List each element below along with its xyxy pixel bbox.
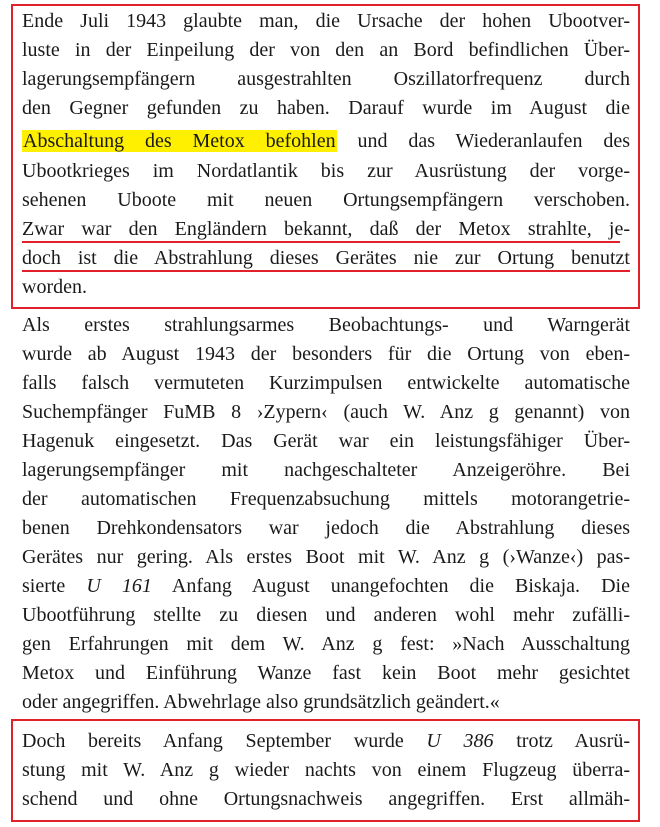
text-line: luste in der Einpeilung der von den an Bord befindlichen Über- — [22, 39, 630, 61]
text-span: und das Wiederanlaufen des — [336, 130, 630, 152]
text-line: lagerungsempfängern ausgestrahlten Oszillatorfrequenz durch — [22, 68, 630, 90]
text-span: Anfang August unangefochten die Biskaja. Die — [151, 575, 630, 597]
text-span: sierte — [22, 575, 87, 597]
text-line — [22, 127, 630, 155]
text-line: doch ist die Abstrahlung dieses Gerätes nie zur Ortung benutzt — [22, 247, 630, 269]
text-line: stung mit W. Anz g wieder nachts von einem Flugzeug überra- — [22, 759, 630, 781]
text-line: sehenen Uboote mit neuen Ortungsempfängern verschoben. — [22, 189, 630, 211]
text-line: falls falsch vermuteten Kurzimpulsen entwickelte automatische — [22, 372, 630, 394]
text-line: Ubootführung stellte zu diesen und anderen wohl mehr zufälli- — [22, 604, 630, 626]
text-span: Doch bereits Anfang September wurde — [22, 730, 427, 752]
text-line: gen Erfahrungen mit dem W. Anz g fest: »Nach Ausschaltung — [22, 633, 630, 655]
text-line: Hagenuk eingesetzt. Das Gerät war ein leistungsfähiger Über- — [22, 430, 630, 452]
text-line: benen Drehkondensators war jedoch die Abstrahlung dieses — [22, 517, 630, 539]
text-line — [22, 727, 630, 755]
text-line: Zwar war den Engländern bekannt, daß der Metox strahlte, je- — [22, 218, 630, 240]
text-span: trotz Ausrü- — [493, 730, 630, 752]
text-line: worden. — [22, 276, 87, 298]
text-line: Gerätes nur gering. Als erstes Boot mit W. Anz g (›Wanze‹) pas- — [22, 546, 630, 568]
text-line: Ubootkrieges im Nordatlantik bis zur Ausrüstung der vorge- — [22, 160, 630, 182]
text-line: wurde ab August 1943 der besonders für die Ortung von eben- — [22, 343, 630, 365]
text-line: den Gegner gefunden zu haben. Darauf wurde im August die — [22, 97, 630, 119]
text-line: der automatischen Frequenzabsuchung mittels motorangetrie- — [22, 488, 630, 510]
text-line: Ende Juli 1943 glaubte man, die Ursache der hohen Ubootver- — [22, 10, 630, 32]
text-line — [22, 572, 630, 600]
text-line: lagerungsempfänger mit nachgeschalteter Anzeigeröhre. Bei — [22, 459, 630, 481]
text-line: oder angegriffen. Abwehrlage also grundsätzlich geändert.« — [22, 691, 500, 713]
text-line: schend und ohne Ortungsnachweis angegriffen. Erst allmäh- — [22, 788, 630, 810]
highlighted-phrase: Abschaltung des Metox befohlen — [23, 130, 336, 152]
text-line: Suchempfänger FuMB 8 ›Zypern‹ (auch W. Anz g genannt) von — [22, 401, 630, 423]
boat-designation: U 161 — [86, 575, 152, 597]
boat-designation: U 386 — [426, 730, 494, 752]
text-line: Metox und Einführung Wanze fast kein Boot mehr gesichtet — [22, 662, 630, 684]
text-line: Als erstes strahlungsarmes Beobachtungs- und Warngerät — [22, 314, 630, 336]
